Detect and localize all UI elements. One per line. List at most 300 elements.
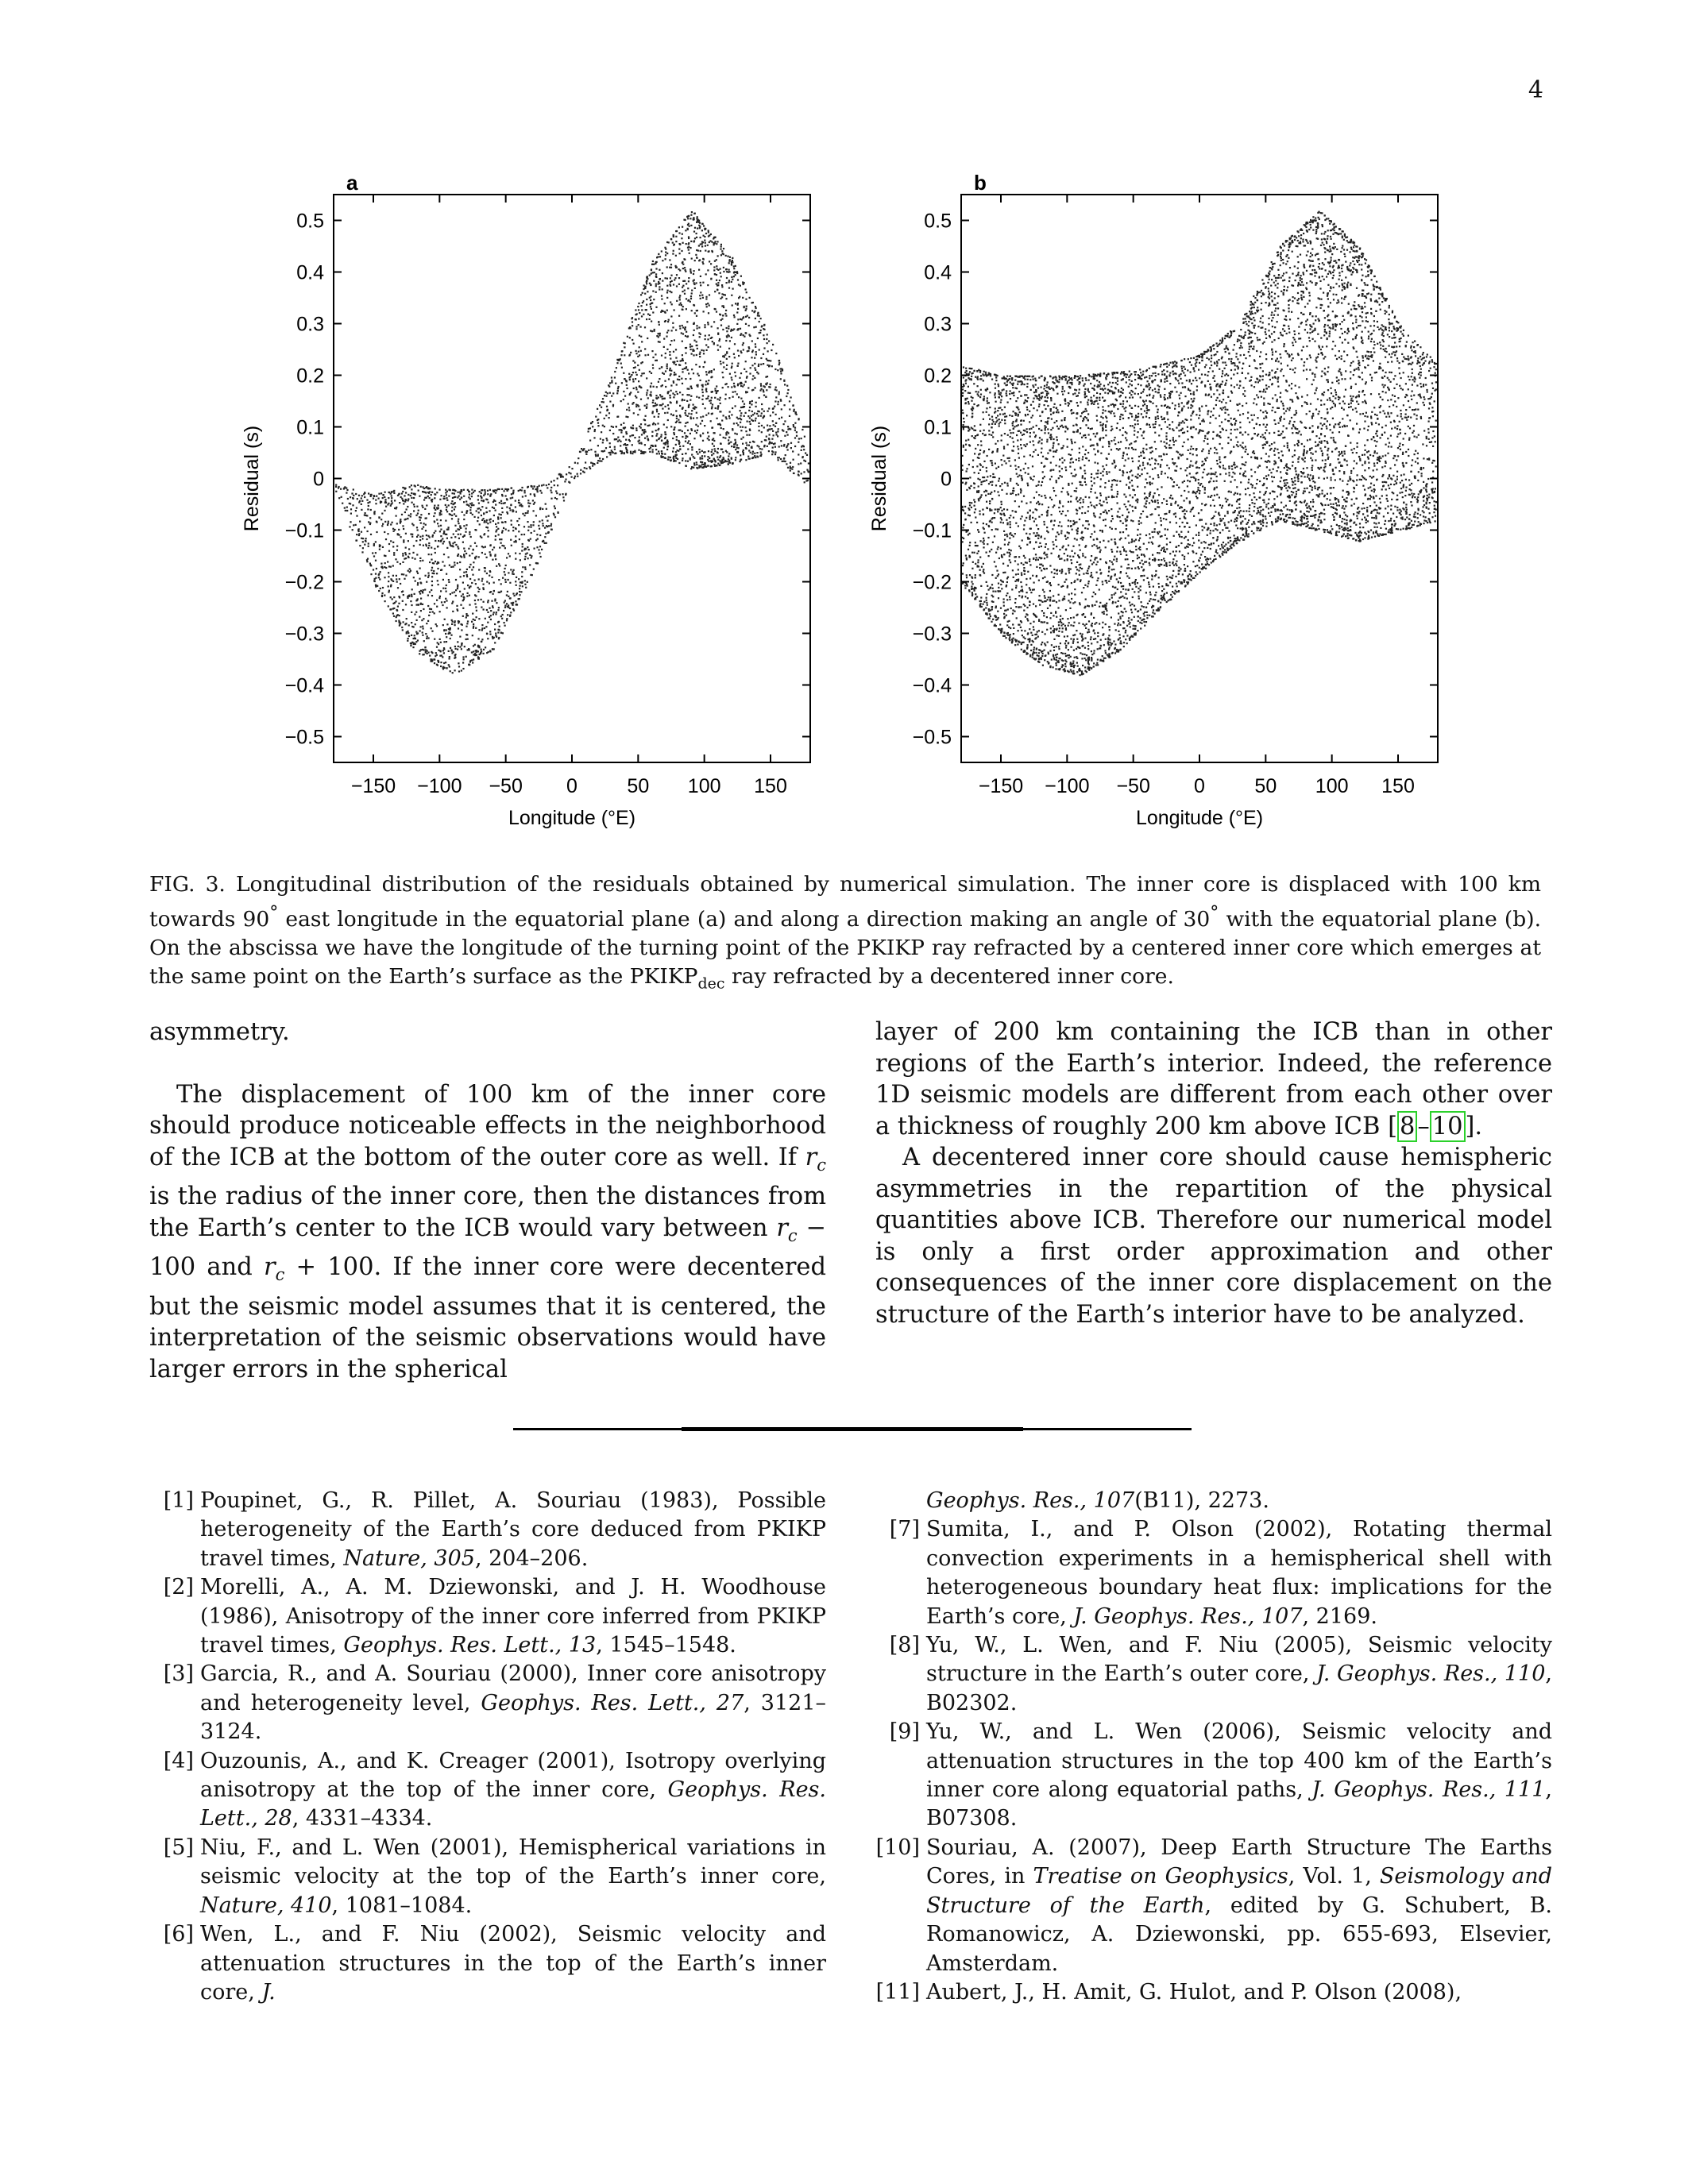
scatter-point bbox=[504, 602, 505, 604]
scatter-point bbox=[979, 513, 981, 515]
scatter-point bbox=[516, 577, 517, 578]
scatter-point bbox=[1020, 444, 1022, 446]
scatter-point bbox=[769, 434, 771, 435]
scatter-point bbox=[629, 379, 631, 380]
scatter-point bbox=[995, 388, 996, 389]
scatter-point bbox=[599, 457, 601, 459]
scatter-point bbox=[740, 438, 742, 440]
scatter-point bbox=[512, 492, 514, 494]
scatter-point bbox=[708, 312, 709, 314]
scatter-point bbox=[635, 366, 636, 368]
scatter-point bbox=[740, 415, 742, 416]
scatter-point bbox=[630, 453, 632, 454]
scatter-point bbox=[640, 326, 642, 328]
scatter-point bbox=[547, 520, 548, 522]
scatter-point bbox=[767, 446, 768, 447]
scatter-point bbox=[986, 407, 987, 409]
scatter-point bbox=[541, 484, 543, 486]
scatter-point bbox=[712, 341, 713, 342]
scatter-point bbox=[431, 581, 433, 582]
scatter-point bbox=[665, 434, 666, 435]
scatter-point bbox=[562, 476, 563, 477]
scatter-point bbox=[980, 441, 982, 442]
scatter-point bbox=[667, 419, 669, 421]
scatter-point bbox=[974, 501, 975, 503]
scatter-point bbox=[659, 394, 661, 396]
scatter-point bbox=[740, 430, 742, 431]
scatter-point bbox=[684, 280, 686, 282]
scatter-point bbox=[759, 448, 761, 450]
scatter-point bbox=[728, 432, 729, 434]
scatter-point bbox=[706, 306, 708, 307]
scatter-point bbox=[465, 626, 467, 627]
scatter-point bbox=[563, 500, 565, 501]
scatter-point bbox=[678, 315, 680, 317]
scatter-point bbox=[760, 357, 762, 359]
scatter-point bbox=[682, 325, 683, 326]
scatter-point bbox=[509, 507, 511, 509]
scatter-point bbox=[537, 491, 539, 492]
scatter-point bbox=[700, 282, 701, 284]
scatter-point bbox=[483, 500, 485, 501]
scatter-point bbox=[682, 264, 684, 265]
scatter-point bbox=[969, 556, 971, 558]
scatter-point bbox=[1006, 376, 1008, 377]
scatter-point bbox=[767, 411, 769, 412]
scatter-point bbox=[646, 299, 647, 300]
scatter-point bbox=[396, 546, 398, 547]
scatter-point bbox=[995, 468, 997, 469]
scatter-point bbox=[461, 642, 462, 644]
scatter-point bbox=[1018, 607, 1019, 608]
scatter-point bbox=[565, 479, 566, 480]
scatter-point bbox=[720, 254, 722, 256]
scatter-point bbox=[581, 448, 582, 450]
scatter-point bbox=[673, 456, 674, 457]
scatter-point bbox=[991, 426, 993, 428]
scatter-point bbox=[446, 585, 447, 586]
scatter-point bbox=[717, 268, 718, 270]
scatter-point bbox=[756, 413, 758, 415]
scatter-point bbox=[745, 459, 747, 461]
scatter-point bbox=[488, 651, 489, 653]
scatter-point bbox=[612, 392, 614, 394]
scatter-point bbox=[745, 332, 747, 334]
scatter-point bbox=[674, 456, 676, 457]
scatter-point bbox=[781, 417, 782, 419]
scatter-point bbox=[690, 349, 692, 350]
scatter-point bbox=[668, 378, 670, 380]
scatter-point bbox=[757, 411, 759, 412]
scatter-point bbox=[358, 533, 360, 534]
scatter-point bbox=[495, 531, 496, 532]
scatter-point bbox=[492, 549, 493, 550]
scatter-point bbox=[990, 375, 991, 376]
scatter-point bbox=[617, 360, 619, 361]
scatter-point bbox=[768, 386, 770, 388]
scatter-point bbox=[437, 546, 438, 547]
scatter-point bbox=[616, 392, 618, 394]
scatter-point bbox=[983, 461, 985, 462]
scatter-point bbox=[755, 369, 756, 371]
scatter-point bbox=[1030, 389, 1032, 391]
scatter-point bbox=[433, 515, 435, 517]
scatter-point bbox=[1003, 554, 1005, 555]
scatter-point bbox=[984, 480, 986, 482]
scatter-point bbox=[978, 485, 979, 487]
scatter-point bbox=[407, 631, 408, 632]
scatter-point bbox=[403, 503, 404, 504]
scatter-point bbox=[983, 604, 984, 605]
scatter-point bbox=[554, 514, 555, 515]
scatter-point bbox=[463, 548, 465, 550]
scatter-point bbox=[793, 426, 794, 427]
scatter-point bbox=[982, 509, 983, 511]
scatter-point bbox=[689, 394, 690, 396]
scatter-point bbox=[999, 558, 1000, 559]
scatter-point bbox=[675, 265, 677, 267]
scatter-point bbox=[469, 595, 470, 596]
scatter-point bbox=[766, 338, 767, 340]
scatter-point bbox=[1013, 488, 1014, 489]
scatter-point bbox=[666, 291, 668, 293]
scatter-point bbox=[616, 438, 617, 440]
scatter-point bbox=[682, 242, 684, 244]
scatter-point bbox=[384, 600, 386, 602]
scatter-point bbox=[391, 495, 392, 496]
scatter-point bbox=[1033, 476, 1035, 477]
scatter-point bbox=[786, 463, 787, 465]
scatter-point bbox=[607, 392, 608, 394]
scatter-point bbox=[482, 587, 484, 588]
scatter-point bbox=[449, 542, 450, 544]
scatter-point bbox=[519, 502, 520, 504]
scatter-point bbox=[539, 552, 540, 554]
scatter-point bbox=[678, 379, 680, 380]
scatter-point bbox=[670, 315, 672, 317]
scatter-point bbox=[439, 531, 441, 532]
scatter-point bbox=[1014, 459, 1016, 461]
scatter-point bbox=[538, 525, 539, 527]
scatter-point bbox=[986, 411, 987, 413]
scatter-point bbox=[710, 403, 712, 404]
scatter-point bbox=[768, 365, 770, 367]
scatter-point bbox=[676, 401, 678, 403]
scatter-point bbox=[481, 624, 483, 626]
scatter-point bbox=[731, 264, 732, 265]
scatter-point bbox=[457, 555, 458, 557]
scatter-point bbox=[971, 413, 973, 415]
scatter-point bbox=[672, 242, 674, 244]
scatter-point bbox=[495, 492, 496, 494]
scatter-point bbox=[1015, 587, 1017, 588]
scatter-point bbox=[437, 561, 438, 563]
scatter-point bbox=[414, 643, 415, 645]
scatter-point bbox=[1017, 476, 1018, 477]
scatter-point bbox=[723, 362, 724, 364]
scatter-point bbox=[615, 453, 616, 454]
scatter-point bbox=[527, 510, 529, 511]
scatter-point bbox=[763, 395, 765, 396]
scatter-point bbox=[600, 411, 601, 413]
scatter-point bbox=[745, 426, 747, 428]
scatter-point bbox=[690, 272, 692, 273]
scatter-point bbox=[724, 294, 726, 295]
scatter-point bbox=[734, 433, 736, 434]
scatter-point bbox=[481, 552, 483, 554]
scatter-point bbox=[697, 310, 698, 311]
scatter-point bbox=[417, 584, 419, 585]
scatter-point bbox=[1027, 467, 1029, 469]
scatter-point bbox=[417, 512, 419, 514]
scatter-point bbox=[740, 419, 742, 420]
scatter-point bbox=[995, 484, 997, 486]
scatter-point bbox=[700, 276, 701, 277]
scatter-point bbox=[473, 619, 474, 620]
scatter-point bbox=[521, 571, 523, 573]
scatter-point bbox=[689, 268, 691, 270]
scatter-point bbox=[384, 492, 386, 493]
scatter-point bbox=[1025, 415, 1026, 416]
scatter-point bbox=[682, 306, 684, 307]
scatter-point bbox=[1005, 637, 1006, 639]
scatter-point bbox=[802, 457, 803, 458]
scatter-point bbox=[1038, 494, 1040, 496]
scatter-point bbox=[603, 401, 605, 403]
scatter-point bbox=[678, 419, 679, 421]
scatter-point bbox=[411, 484, 412, 486]
scatter-point bbox=[1009, 533, 1010, 534]
scatter-point bbox=[674, 426, 675, 428]
scatter-point bbox=[999, 495, 1000, 496]
scatter-point bbox=[998, 617, 999, 619]
scatter-point bbox=[469, 503, 471, 504]
scatter-point bbox=[1015, 606, 1017, 608]
scatter-point bbox=[1006, 483, 1008, 484]
scatter-point bbox=[396, 620, 397, 622]
scatter-point bbox=[673, 284, 674, 285]
scatter-point bbox=[434, 548, 435, 550]
scatter-point bbox=[975, 577, 976, 578]
scatter-point bbox=[609, 430, 611, 431]
scatter-point bbox=[1009, 555, 1010, 557]
scatter-point bbox=[693, 273, 694, 275]
scatter-point bbox=[1039, 437, 1041, 438]
scatter-point bbox=[1009, 638, 1010, 639]
scatter-point bbox=[514, 595, 516, 596]
scatter-point bbox=[495, 535, 496, 537]
scatter-point bbox=[621, 382, 623, 384]
scatter-point bbox=[995, 376, 997, 378]
scatter-point bbox=[385, 538, 387, 540]
scatter-point bbox=[991, 434, 992, 436]
scatter-point bbox=[1020, 547, 1022, 549]
scatter-point bbox=[690, 225, 692, 226]
scatter-point bbox=[455, 648, 457, 650]
scatter-point bbox=[992, 588, 994, 589]
scatter-point bbox=[646, 392, 647, 394]
scatter-point bbox=[977, 376, 979, 377]
scatter-point bbox=[735, 303, 736, 304]
scatter-point bbox=[458, 670, 460, 672]
scatter-point bbox=[408, 596, 410, 597]
scatter-point bbox=[624, 452, 625, 453]
scatter-point bbox=[625, 431, 627, 433]
scatter-point bbox=[712, 443, 713, 445]
scatter-point bbox=[449, 666, 450, 667]
scatter-point bbox=[632, 360, 634, 361]
scatter-point bbox=[401, 492, 403, 494]
scatter-point bbox=[451, 652, 453, 654]
scatter-point bbox=[986, 600, 987, 601]
scatter-point bbox=[505, 529, 507, 531]
scatter-point bbox=[755, 418, 756, 419]
scatter-point bbox=[655, 307, 657, 308]
scatter-point bbox=[369, 523, 371, 524]
scatter-point bbox=[661, 250, 662, 252]
scatter-point bbox=[442, 656, 443, 658]
scatter-point bbox=[405, 492, 407, 493]
scatter-point bbox=[483, 649, 485, 650]
scatter-point bbox=[420, 598, 422, 600]
scatter-point bbox=[474, 644, 476, 646]
scatter-point bbox=[1035, 389, 1037, 391]
scatter-point bbox=[531, 532, 532, 534]
scatter-point bbox=[723, 248, 724, 249]
scatter-point bbox=[997, 511, 999, 512]
scatter-point bbox=[506, 619, 508, 621]
scatter-point bbox=[550, 487, 552, 488]
scatter-point bbox=[373, 543, 375, 545]
scatter-point bbox=[353, 488, 354, 490]
y-tick-label: −0.1 bbox=[284, 519, 324, 542]
scatter-point bbox=[521, 534, 523, 535]
scatter-point bbox=[1002, 388, 1004, 390]
scatter-point bbox=[986, 467, 987, 469]
scatter-point bbox=[666, 365, 668, 367]
scatter-point bbox=[1015, 415, 1017, 416]
scatter-point bbox=[685, 230, 686, 231]
scatter-point bbox=[729, 411, 731, 413]
scatter-point bbox=[454, 624, 456, 626]
scatter-point bbox=[434, 497, 435, 499]
scatter-point bbox=[355, 510, 357, 511]
scatter-point bbox=[733, 276, 735, 277]
scatter-point bbox=[1015, 556, 1017, 558]
scatter-point bbox=[630, 451, 632, 453]
scatter-point bbox=[422, 538, 423, 539]
scatter-point bbox=[1032, 575, 1033, 577]
scatter-point bbox=[979, 450, 981, 451]
scatter-point bbox=[740, 318, 741, 320]
scatter-point bbox=[696, 417, 697, 419]
scatter-point bbox=[651, 273, 652, 275]
scatter-point bbox=[1032, 440, 1033, 442]
scatter-point bbox=[621, 367, 623, 369]
scatter-point bbox=[1033, 520, 1035, 522]
scatter-point bbox=[736, 423, 737, 424]
scatter-point bbox=[611, 376, 612, 378]
scatter-point bbox=[1026, 386, 1028, 388]
scatter-point bbox=[651, 330, 653, 332]
x-tick-label: 50 bbox=[627, 775, 650, 797]
scatter-point bbox=[497, 519, 499, 520]
scatter-point bbox=[633, 343, 635, 345]
scatter-point bbox=[432, 611, 434, 612]
scatter-point bbox=[1038, 600, 1040, 601]
scatter-point bbox=[466, 576, 468, 577]
scatter-point bbox=[413, 626, 415, 627]
scatter-point bbox=[499, 488, 500, 490]
scatter-point bbox=[426, 504, 427, 506]
scatter-point bbox=[408, 548, 410, 550]
scatter-point bbox=[691, 449, 693, 450]
scatter-point bbox=[1033, 646, 1035, 648]
scatter-point bbox=[379, 578, 380, 580]
scatter-point bbox=[461, 644, 462, 646]
scatter-point bbox=[793, 473, 794, 474]
scatter-point bbox=[979, 430, 981, 432]
scatter-point bbox=[964, 403, 966, 404]
scatter-point bbox=[983, 569, 984, 570]
scatter-point bbox=[708, 412, 709, 414]
scatter-point bbox=[476, 546, 477, 547]
scatter-point bbox=[416, 536, 418, 538]
scatter-point bbox=[666, 443, 668, 445]
scatter-point bbox=[656, 453, 658, 454]
scatter-point bbox=[1022, 480, 1023, 481]
scatter-point bbox=[438, 643, 439, 645]
scatter-point bbox=[435, 561, 436, 562]
scatter-point bbox=[710, 263, 712, 264]
scatter-point bbox=[687, 228, 689, 230]
scatter-point bbox=[655, 449, 657, 450]
scatter-point bbox=[448, 628, 450, 630]
scatter-point bbox=[415, 515, 417, 516]
scatter-point bbox=[784, 384, 786, 385]
scatter-point bbox=[425, 649, 427, 650]
scatter-point bbox=[971, 552, 973, 554]
scatter-point bbox=[472, 635, 473, 636]
scatter-point bbox=[574, 477, 575, 479]
scatter-point bbox=[520, 489, 521, 491]
scatter-point bbox=[717, 289, 718, 291]
scatter-point bbox=[1027, 376, 1029, 377]
scatter-point bbox=[632, 379, 634, 380]
scatter-point bbox=[367, 508, 369, 510]
scatter-point bbox=[674, 394, 675, 396]
scatter-point bbox=[478, 618, 480, 619]
scatter-point bbox=[966, 531, 968, 533]
scatter-point bbox=[398, 620, 400, 622]
scatter-point bbox=[669, 369, 670, 371]
scatter-point bbox=[675, 349, 677, 350]
scatter-point bbox=[504, 521, 506, 523]
scatter-point bbox=[1024, 573, 1026, 575]
scatter-point bbox=[428, 652, 430, 654]
scatter-point bbox=[726, 277, 728, 279]
scatter-point bbox=[675, 410, 677, 411]
scatter-point bbox=[664, 398, 666, 399]
scatter-point bbox=[656, 409, 658, 411]
scatter-point bbox=[639, 369, 640, 371]
scatter-point bbox=[702, 440, 704, 442]
scatter-point bbox=[670, 238, 672, 240]
scatter-point bbox=[662, 280, 663, 282]
scatter-point bbox=[705, 389, 707, 391]
scatter-point bbox=[530, 527, 531, 528]
scatter-point bbox=[971, 368, 972, 369]
